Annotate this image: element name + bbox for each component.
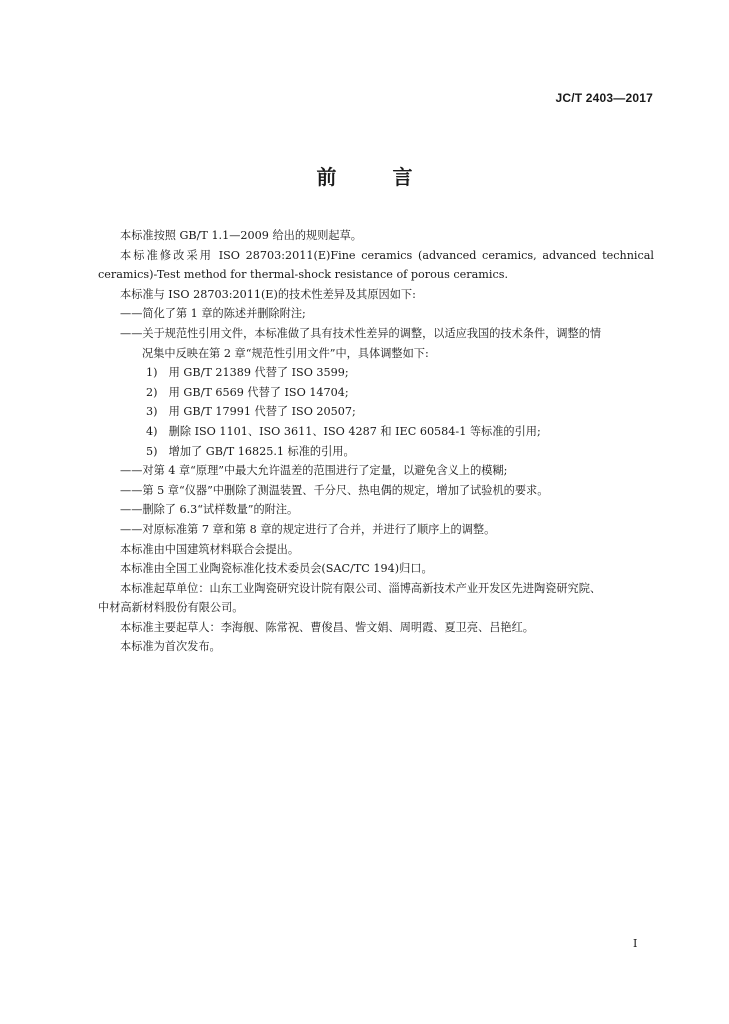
standard-number: JC/T 2403—2017 [555, 91, 653, 105]
paragraph-adoption-line2: ceramics)-Test method for thermal-shock resistance of porous ceramics. [98, 268, 509, 282]
page-title: 前 言 [316, 165, 431, 189]
difference-item: ——简化了第 1 章的陈述并删除附注; [120, 307, 306, 321]
paragraph-drafting-units-continued: 中材高新材料股份有限公司。 [98, 601, 244, 615]
adjustment-item: 3) 用 GB/T 17991 代替了 ISO 20507; [146, 405, 356, 419]
adjustment-item: 2) 用 GB/T 6569 代替了 ISO 14704; [146, 385, 349, 399]
paragraph-drafters: 本标准主要起草人：李海舰、陈常祝、曹俊昌、訾文娟、周明霞、夏卫亮、吕艳红。 [120, 620, 534, 634]
page-number: I [633, 937, 638, 950]
paragraph-proposer: 本标准由中国建筑材料联合会提出。 [120, 542, 300, 556]
difference-item: ——对原标准第 7 章和第 8 章的规定进行了合并，并进行了顺序上的调整。 [120, 522, 496, 536]
adjustment-item: 1) 用 GB/T 21389 代替了 ISO 3599; [146, 366, 349, 380]
adjustment-item: 4) 删除 ISO 1101、ISO 3611、ISO 4287 和 IEC 60584-1 等标准的引用; [146, 424, 541, 438]
paragraph-first-release: 本标准为首次发布。 [120, 640, 221, 654]
difference-item: ——第 5 章“仪器”中删除了测温装置、千分尺、热电偶的规定，增加了试验机的要求。 [120, 483, 549, 497]
paragraph-drafting-units: 本标准起草单位：山东工业陶瓷研究设计院有限公司、淄博高新技术产业开发区先进陶瓷研究院、 [120, 581, 602, 595]
paragraph-committee: 本标准由全国工业陶瓷标准化技术委员会(SAC/TC 194)归口。 [120, 562, 433, 576]
difference-item: ——删除了 6.3“试样数量”的附注。 [120, 503, 299, 517]
paragraph-drafting-rule: 本标准按照 GB/T 1.1—2009 给出的规则起草。 [120, 229, 362, 242]
difference-item-continued: 况集中反映在第 2 章“规范性引用文件”中，具体调整如下: [142, 346, 429, 360]
adjustment-item: 5) 增加了 GB/T 16825.1 标准的引用。 [146, 444, 355, 458]
difference-item: ——关于规范性引用文件，本标准做了具有技术性差异的调整，以适应我国的技术条件，调整的情 [120, 326, 602, 340]
paragraph-differences-intro: 本标准与 ISO 28703:2011(E)的技术性差异及其原因如下: [120, 287, 416, 301]
difference-item: ——对第 4 章“原理”中最大允许温差的范围进行了定量，以避免含义上的模糊; [120, 464, 508, 478]
paragraph-adoption-line1: 本标准修改采用 ISO 28703:2011(E)Fine ceramics (advanced ceramics, advanced technical [120, 248, 654, 262]
foreword-body [98, 226, 654, 657]
